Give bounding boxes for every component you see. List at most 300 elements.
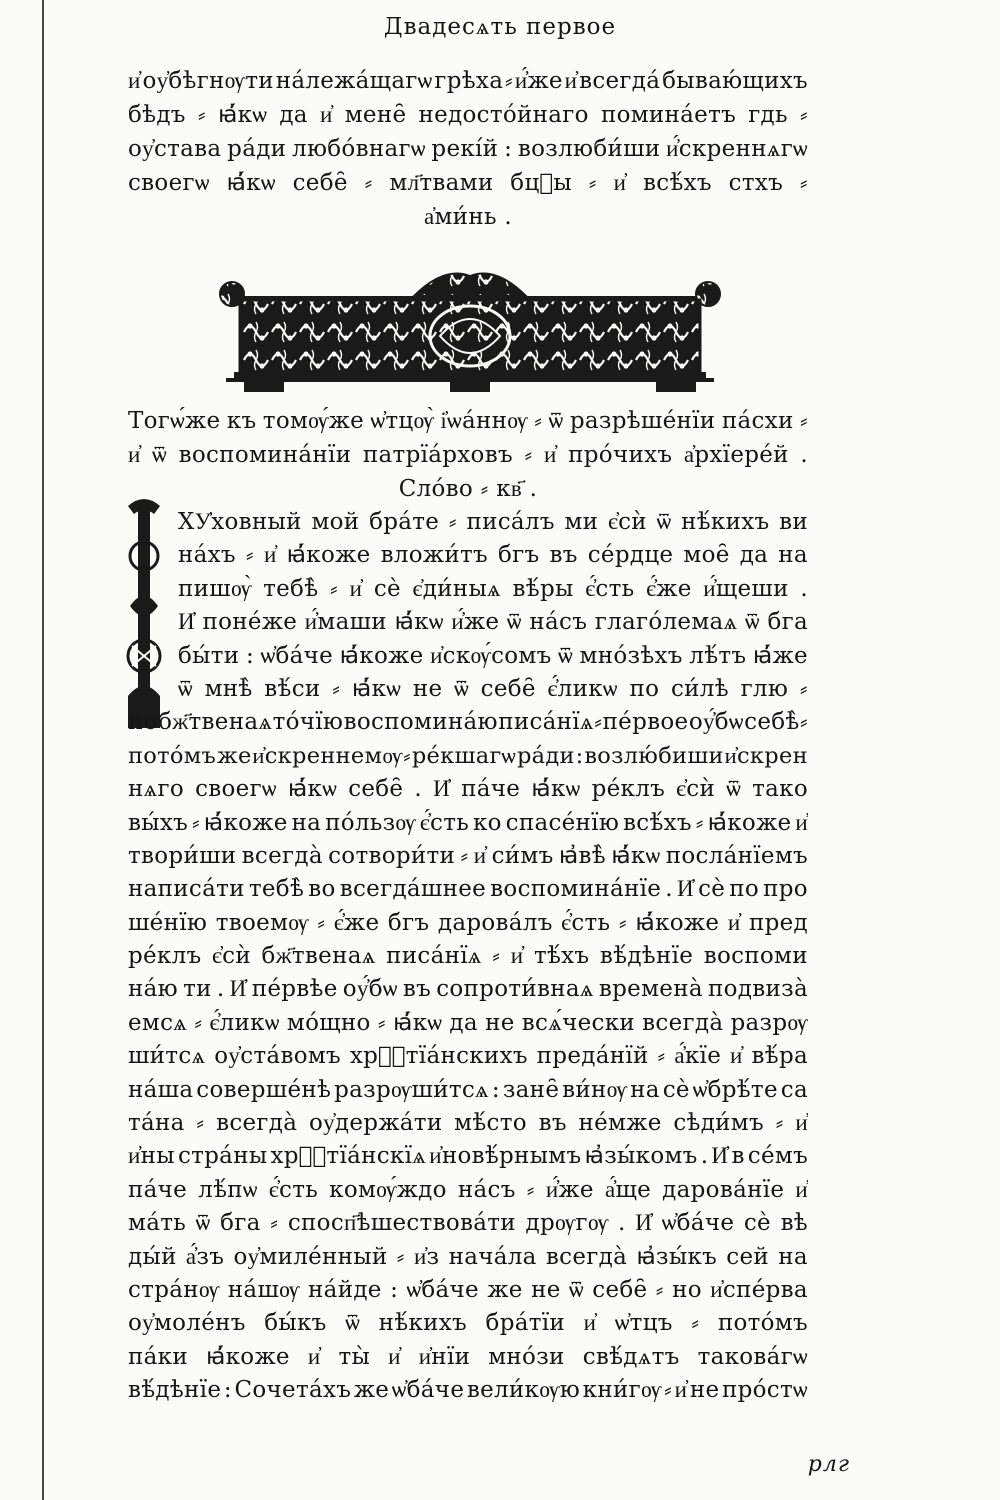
closing-paragraph <box>128 64 808 234</box>
text-line <box>128 132 808 166</box>
word: ⸗ <box>332 675 341 702</box>
word: ви́нѹ <box>562 1076 628 1103</box>
word: и҆скрен <box>724 742 808 769</box>
word: ѡ҆тцѹ̀ <box>370 408 435 434</box>
word: и҆ <box>795 1110 808 1137</box>
word: дарова́нїе <box>662 1176 785 1203</box>
word: в <box>731 1143 745 1170</box>
word: себе̑ <box>292 170 348 196</box>
word: рекі́й <box>431 136 499 162</box>
word: и҆ <box>307 1343 321 1370</box>
word: сѐ <box>373 575 401 602</box>
word: бж҃твенаѧ <box>261 943 376 970</box>
word: и҆ <box>727 909 741 936</box>
word: и҆скреннемѹ <box>252 742 403 769</box>
word: спасе́нїю <box>505 809 620 836</box>
word: писа́лъ <box>466 509 555 535</box>
word: на <box>291 809 322 836</box>
word: . <box>216 976 225 1003</box>
text-line <box>128 1307 808 1340</box>
word: помина́етъ <box>600 102 737 128</box>
word: сѣди́мъ <box>673 1110 764 1137</box>
word: і҆ѡа́ннѹ <box>440 408 528 434</box>
word: ⸗ <box>317 909 326 936</box>
word: Сочета́хъ <box>234 1377 352 1404</box>
word: И҆ <box>229 976 247 1003</box>
word: си́мъ <box>491 842 554 869</box>
word: ѿ <box>569 1276 584 1303</box>
text-line <box>128 1274 808 1307</box>
word: вели́кѹю <box>466 1377 581 1404</box>
text-line <box>128 807 808 840</box>
word: про́стѡ <box>722 1377 808 1404</box>
word: всегда́шнее <box>339 876 487 903</box>
word: а҆рхїере́й <box>683 442 789 468</box>
word: воспомина́нїи <box>178 442 352 468</box>
word: не <box>531 1276 561 1303</box>
word: ѡ҆брѣ́те <box>692 1076 778 1103</box>
word: нѣ́кихъ <box>681 509 770 535</box>
word: ꙗ҆́коже <box>339 642 424 669</box>
word: на́лежа́щагѡ <box>275 68 433 94</box>
word: возлю́биши <box>584 742 724 769</box>
word: бга <box>767 609 808 636</box>
word: и҆скѹ́сомъ <box>430 642 552 669</box>
word: ре́кшагѡ <box>411 742 517 769</box>
word: пишѹ̀ <box>178 575 252 602</box>
word: да <box>449 1009 478 1036</box>
word: оу҆́бѡ <box>688 709 744 736</box>
word: ꙗ҆́кѡ <box>287 776 338 803</box>
word: ⸗ <box>799 102 808 128</box>
word: ко <box>472 809 502 836</box>
word: ѿ <box>195 1210 211 1237</box>
word: твори́ши <box>128 842 237 869</box>
word: но <box>672 1276 702 1303</box>
word: себе̑ <box>348 776 404 803</box>
text-line <box>128 1241 808 1274</box>
word: ⸗ <box>460 842 469 869</box>
word: вѣ́дѣнїе <box>128 1377 222 1404</box>
word: на́шѹ <box>227 1276 300 1303</box>
word: не́мже <box>578 1110 662 1137</box>
word: грѣха <box>434 68 504 94</box>
word: по <box>629 675 660 702</box>
word: ꙗ҆́коже <box>635 909 720 936</box>
text-line <box>128 673 808 706</box>
word: сѐ <box>662 1076 690 1103</box>
word: емсѧ <box>128 1009 188 1036</box>
word: И҆ <box>677 876 694 903</box>
word: ѿ <box>506 609 522 636</box>
word: . <box>665 876 673 903</box>
word: писа́нїѧ <box>498 709 594 736</box>
word: ти <box>183 976 212 1003</box>
word: мене̑ <box>344 102 407 128</box>
word: мл҃твами <box>389 170 494 196</box>
text-line <box>128 973 808 1006</box>
word: пред <box>748 909 808 936</box>
word: и҆́же <box>514 68 563 94</box>
word: ⸗ <box>245 542 254 569</box>
word: зане̑ <box>502 1076 560 1103</box>
word: мое̑ <box>683 542 730 569</box>
word: ⸗ <box>534 408 543 434</box>
word: ⸗ <box>775 1110 784 1137</box>
word: є҆сѝ <box>212 943 251 970</box>
word: ⸗ <box>799 675 808 702</box>
word: хрⷭ҇тїа́нскїѧ <box>270 1143 427 1170</box>
word: ѡ҆ба́че <box>391 1377 465 1404</box>
word: ⸗ <box>664 1377 673 1404</box>
word: не <box>689 1377 720 1404</box>
text-line <box>128 1341 808 1374</box>
text-line <box>128 773 808 806</box>
word: та́на <box>128 1110 185 1137</box>
text-line <box>128 1174 808 1207</box>
word: пе́рвое <box>602 709 689 736</box>
word: мой <box>311 509 360 535</box>
word: сопроти́внаѧ <box>436 976 594 1003</box>
word: ѡ҆ба́че <box>661 1210 735 1237</box>
word: пото́мъ <box>128 742 217 769</box>
word: ѿ <box>745 609 760 636</box>
word: ⸗ <box>396 1243 405 1270</box>
word: бываю́щихъ <box>662 68 808 94</box>
word: си́лѣ <box>670 675 729 702</box>
word: ре́клъ <box>128 943 202 970</box>
word: писа́нїѧ <box>386 943 482 970</box>
word: ⸗ <box>691 1310 700 1337</box>
word: ꙗ҆́кѡ <box>394 609 444 636</box>
word: є҆́ликѡ <box>209 1009 280 1036</box>
word: недосто́йнаго <box>418 102 589 128</box>
word: ⸗ <box>448 509 457 535</box>
word: свѣ́дѧтъ <box>582 1343 680 1370</box>
word: бгъ <box>498 542 540 569</box>
word: ⸗ <box>403 742 412 769</box>
word: : <box>504 136 513 162</box>
word: и҆з <box>413 1243 440 1270</box>
page-number: рлг <box>807 1452 850 1477</box>
word: ꙗ҆́кѡ <box>351 675 402 702</box>
word: и҆ <box>795 1176 808 1203</box>
word: ѿ <box>152 442 168 468</box>
text-line <box>128 1074 808 1107</box>
word: вы́хъ <box>128 809 189 836</box>
word: ⸗ <box>330 575 338 602</box>
word: соверше́нѣ <box>196 1076 332 1103</box>
word: бга <box>220 1210 261 1237</box>
text-line <box>128 506 808 539</box>
word: лѣ́пѡ <box>198 1176 258 1203</box>
word: ⸗ <box>594 709 603 736</box>
word: ⸗ <box>196 1110 205 1137</box>
text-line <box>128 1007 808 1040</box>
word: воспомина́ю <box>343 709 498 736</box>
word: и҆ <box>349 575 363 602</box>
word: и҆новѣ́рнымъ <box>429 1143 582 1170</box>
word: любо́внагѡ <box>292 136 426 162</box>
word: тако <box>752 776 808 803</box>
word: же <box>487 1276 523 1303</box>
word: ѡ҆тцъ <box>614 1310 673 1337</box>
word: ⸗ <box>191 809 200 836</box>
word: то́чїю <box>272 709 344 736</box>
word: тебѣ̀ <box>263 575 319 602</box>
word: на <box>778 542 808 569</box>
word: разрѣше́нїи <box>569 408 716 434</box>
word: бра́тїи <box>485 1310 566 1337</box>
word: же <box>216 742 252 769</box>
word: ра́ди <box>516 742 575 769</box>
word: своегѡ <box>128 170 210 196</box>
word: ꙗ҆́же <box>752 642 808 669</box>
word: оу҆держа́ти <box>308 1110 443 1137</box>
word: и҆ <box>388 1343 401 1370</box>
word: на́йде <box>308 1276 382 1303</box>
word: своегѡ <box>195 776 277 803</box>
word: себѣ̀ <box>744 709 800 736</box>
text-line <box>128 166 808 200</box>
text-line <box>128 539 808 572</box>
word: И҆ <box>635 1210 653 1237</box>
word: вложи́тъ <box>380 542 488 569</box>
word: ꙗ҆́кѡ <box>531 776 581 803</box>
word: ⸗ <box>526 1176 535 1203</box>
word: всегда̀ <box>241 842 323 869</box>
word: . <box>414 776 423 803</box>
word: преда́нїй <box>536 1043 649 1070</box>
word: по <box>729 876 760 903</box>
word: и҆ <box>543 442 557 468</box>
word: ⸗ <box>588 170 597 196</box>
word: вѣ́си <box>264 675 321 702</box>
word: хрⷭ҇тїа́нскихъ <box>349 1043 528 1070</box>
word: : <box>245 642 255 669</box>
word: да <box>739 542 769 569</box>
word: сей <box>726 1243 770 1270</box>
word: ре́клъ <box>591 776 666 803</box>
word: на <box>778 1243 808 1270</box>
word: про <box>763 876 808 903</box>
word: и҆ <box>128 68 141 94</box>
word: и҆ <box>128 442 141 468</box>
word: и҆ <box>263 542 277 569</box>
text-line <box>128 1140 808 1173</box>
word: въ <box>549 542 578 569</box>
word: ды́й <box>128 1243 177 1270</box>
word: глаго́лемаѧ <box>594 609 738 636</box>
word: на́ша <box>128 1076 194 1103</box>
word: и҆́маши <box>304 609 387 636</box>
word: : <box>491 1076 500 1103</box>
word: оу҆моле́нъ <box>128 1310 246 1337</box>
word: сотвори́ти <box>328 842 456 869</box>
word: тѣ́хъ <box>533 943 590 970</box>
word: лѣ́тъ <box>689 642 747 669</box>
word: пото́мъ <box>717 1310 808 1337</box>
word: и҆ <box>613 170 627 196</box>
word: всѧ́чески <box>521 1009 635 1036</box>
text-line <box>128 1107 808 1140</box>
word: вѣ́дѣнїе <box>599 943 694 970</box>
word: разрѹ <box>730 1009 808 1036</box>
word: є҆́же <box>333 909 380 936</box>
word: стра́нѹ <box>128 1276 220 1303</box>
ornamental-headpiece <box>214 262 726 398</box>
text-line <box>128 1207 808 1240</box>
word: ра́ди <box>227 136 287 162</box>
word: ѿ <box>178 675 193 702</box>
word: ⸗ <box>270 1210 279 1237</box>
word: вѣ́ры <box>512 575 574 602</box>
word: на́хъ <box>178 542 236 569</box>
word: всегда̀ <box>642 1009 724 1036</box>
word: а҆́ще <box>604 1176 652 1203</box>
word: и҆ <box>564 68 578 94</box>
word: а҆́кїе <box>674 1043 722 1070</box>
word: ꙗ҆́коже <box>286 542 371 569</box>
word: є҆́сть <box>268 1176 319 1203</box>
word: ⸗ <box>618 909 627 936</box>
title-line <box>128 438 808 472</box>
word: па́че <box>461 776 521 803</box>
word: се́мъ <box>747 1143 808 1170</box>
word: ⸗ <box>505 68 514 94</box>
word: бцⷣы <box>510 170 572 196</box>
word: и҆́скреннѧгѡ <box>666 136 808 162</box>
text-line <box>128 98 808 132</box>
word: да <box>279 102 308 128</box>
word: . <box>800 442 808 468</box>
word: и҆́же <box>545 1176 594 1203</box>
word: нѣ́кихъ <box>378 1310 467 1337</box>
text-line <box>128 1040 808 1073</box>
word: ѿ <box>558 642 573 669</box>
text-line <box>128 840 808 873</box>
word: поне́же <box>202 609 298 636</box>
word: ⸗ <box>655 1276 664 1303</box>
word: патрїа́рховъ <box>362 442 513 468</box>
margin-rule <box>42 0 44 1500</box>
word: ѿ <box>454 675 469 702</box>
word: въ <box>538 1110 567 1137</box>
word: бы́ти <box>178 642 240 669</box>
word: пе́рвѣе <box>251 976 338 1003</box>
word: въ <box>402 976 432 1003</box>
word: ꙗ҆зы́комъ <box>584 1143 698 1170</box>
word: ⸗ <box>799 709 808 736</box>
word: а҆́зъ <box>185 1243 225 1270</box>
word: ѡ҆ба́че <box>406 1276 479 1303</box>
word: твоемѹ <box>215 909 309 936</box>
text-line <box>128 940 808 973</box>
word: мно́зѣхъ <box>579 642 683 669</box>
word: написа́ти <box>128 876 245 903</box>
word: ѿ <box>726 776 742 803</box>
word: и҆ <box>473 842 487 869</box>
word: на́съ <box>457 1176 516 1203</box>
word: ХУ҆ховный <box>178 509 302 535</box>
word: посла́нїемъ <box>665 842 808 869</box>
word: кни́гѹ <box>582 1377 662 1404</box>
text-line <box>128 907 808 940</box>
word: бж҃твенаѧ <box>158 709 273 736</box>
word: сѐ <box>743 1210 771 1237</box>
word: оу҆бѣгнѹти <box>142 68 274 94</box>
word: ⸗ <box>194 1009 203 1036</box>
text-line <box>128 640 808 673</box>
word: є҆́сть <box>419 809 470 836</box>
word: є҆́ликѡ <box>547 675 618 702</box>
word: воспомина́нїе <box>490 876 662 903</box>
word: нѧго <box>128 776 184 803</box>
word: и҆ <box>674 1377 688 1404</box>
word: комѹ́ждо <box>329 1176 447 1203</box>
word: всегда̀ <box>545 1243 628 1270</box>
title-line <box>128 404 808 438</box>
word: бѣдъ <box>128 102 186 128</box>
word: ши́тсѧ <box>128 1043 206 1070</box>
word: всегда́ <box>579 68 661 94</box>
word: Тогѡ́же <box>128 408 221 434</box>
word: оу҆ста́вомъ <box>214 1043 341 1070</box>
word: нача́ла <box>448 1243 537 1270</box>
word: такова́гѡ <box>697 1343 808 1370</box>
word: є҆ди́ныѧ <box>412 575 501 602</box>
word: . <box>700 1143 709 1170</box>
word: вѣ <box>780 1210 808 1237</box>
word: и҆́же <box>451 609 500 636</box>
text-line <box>128 573 808 606</box>
word: ⸗ <box>492 943 501 970</box>
word: : <box>223 1377 232 1404</box>
word: и҆ <box>795 809 808 836</box>
word: бы́къ <box>264 1310 327 1337</box>
word: И҆ <box>178 609 195 636</box>
word: ⸗ <box>377 1009 386 1036</box>
word: . <box>800 575 808 602</box>
word: всѣ́хъ <box>643 170 712 196</box>
word: ꙗ҆́кѡ <box>226 170 276 196</box>
word: сѐ <box>698 876 726 903</box>
word: оу҆миле́нный <box>233 1243 388 1270</box>
word: па́че <box>128 1176 188 1203</box>
word: мо́щно <box>286 1009 371 1036</box>
word: ⸗ <box>799 170 808 196</box>
word: себе̑ <box>592 1276 648 1303</box>
word: ꙗ҆вѣ̀ <box>558 842 606 869</box>
word: ꙗ҆́кѡ <box>611 842 661 869</box>
word: И҆ <box>711 1143 729 1170</box>
word: дарова́лъ <box>437 909 553 936</box>
word: є҆сѝ <box>607 509 647 535</box>
word: оу҆става <box>128 136 222 162</box>
word: ше́нїю <box>128 909 208 936</box>
word: є҆́же <box>646 575 692 602</box>
main-text <box>128 506 808 1408</box>
word: вѣ́ра <box>751 1043 808 1070</box>
word: дрѹгѹ <box>525 1210 609 1237</box>
word: спосп҃ѣшествова́ти <box>287 1210 516 1237</box>
word: и҆спе́рва <box>710 1276 808 1303</box>
word: са <box>780 1076 808 1103</box>
text-line <box>128 873 808 906</box>
word: же <box>353 1377 390 1404</box>
word: ⸗ <box>695 809 704 836</box>
word: ѿ <box>548 408 564 434</box>
